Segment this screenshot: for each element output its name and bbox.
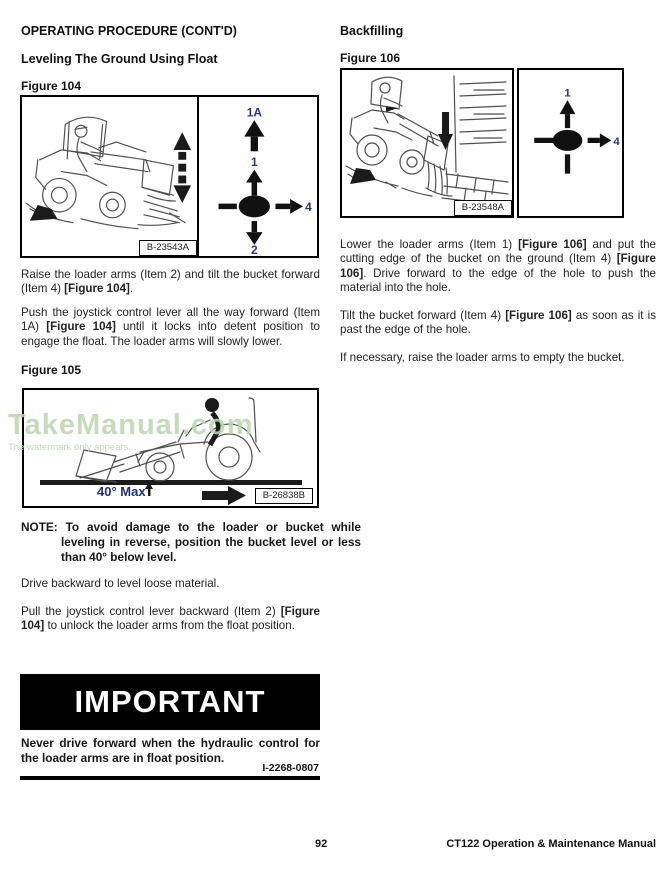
paragraph-push-joystick: Push the joystick control lever all the way forward (Item 1A) [Figure 104] until it locks into detent position to engage the float. The loader arms will slowly lower. <box>21 306 320 348</box>
tractor-backfilling-illustration <box>342 70 512 216</box>
figure-106-joystick-panel <box>517 68 624 218</box>
figure-104-illustration <box>22 97 199 256</box>
section-heading: OPERATING PROCEDURE (CONT'D) <box>21 24 237 38</box>
document-code: I-2268-0807 <box>262 762 319 774</box>
joystick-diagram-106 <box>522 84 620 202</box>
watermark-subtitle: The watermark only appears... <box>8 442 137 453</box>
joystick-label-1: 1 <box>563 87 571 100</box>
paragraph-raise-loader: Raise the loader arms (Item 2) and tilt the bucket forward (Item 4) [Figure 104]. <box>21 268 320 296</box>
paragraph-raise-empty: If necessary, raise the loader arms to empty the bucket. <box>340 351 625 364</box>
note-block: NOTE: To avoid damage to the loader or bucket while leveling in reverse, position the bucket level or less than 40° below level. <box>21 520 361 565</box>
joystick-label-4: 4 <box>305 199 312 214</box>
page-number: 92 <box>315 838 328 850</box>
paragraph-tilt-bucket: Tilt the bucket forward (Item 4) [Figure 106] as soon as it is past the edge of the hole. <box>340 309 656 337</box>
figure-104-ref-tag: B-23543A <box>139 240 197 256</box>
figure-105-ref-tag: B-26838B <box>255 488 313 504</box>
raise-lower-arrow-icon <box>173 132 191 203</box>
joystick-label-2: 2 <box>251 242 258 255</box>
figure-106-illustration <box>340 68 514 218</box>
figure-105 <box>22 388 319 508</box>
important-title: IMPORTANT <box>74 684 266 719</box>
paragraph-drive-backward: Drive backward to level loose material. <box>21 577 220 590</box>
joystick-diagram-104 <box>202 99 314 255</box>
figure-104 <box>20 95 319 258</box>
manual-title: CT122 Operation & Maintenance Manual <box>446 838 656 850</box>
paragraph-pull-joystick: Pull the joystick control lever backward (Item 2) [Figure 104] to unlock the loader arms from the float position. <box>21 605 320 633</box>
important-text: Never drive forward when the hydraulic control for the loader arms are in float position. <box>21 736 320 765</box>
figure-104-label: Figure 104 <box>21 79 82 93</box>
figure-106-ref-tag: B-23548A <box>454 200 512 216</box>
joystick-label-1a: 1A <box>246 104 262 119</box>
backfilling-heading: Backfilling <box>340 24 404 38</box>
tractor-float-illustration <box>22 97 197 256</box>
reverse-direction-arrow-icon <box>30 205 58 221</box>
joystick-label-4: 4 <box>612 135 620 148</box>
figure-105-label: Figure 105 <box>21 363 82 377</box>
forward-direction-arrow-icon <box>202 486 246 505</box>
important-banner <box>20 674 320 730</box>
figure-104-joystick-panel <box>199 97 317 256</box>
figure-106-label: Figure 106 <box>340 51 401 65</box>
joystick-label-1: 1 <box>251 154 258 169</box>
angle-max-label: 40° Max <box>97 484 146 499</box>
watermark-title: TakeManual.com <box>8 409 254 441</box>
subsection-heading: Leveling The Ground Using Float <box>21 52 218 66</box>
section-end-rule <box>20 776 320 780</box>
paragraph-lower-loader: Lower the loader arms (Item 1) [Figure 106] and put the cutting edge of the bucket on the ground (Item 4) [Figure 106]. Drive forward to the edge of the hole to push the material into the hole. <box>340 238 656 295</box>
